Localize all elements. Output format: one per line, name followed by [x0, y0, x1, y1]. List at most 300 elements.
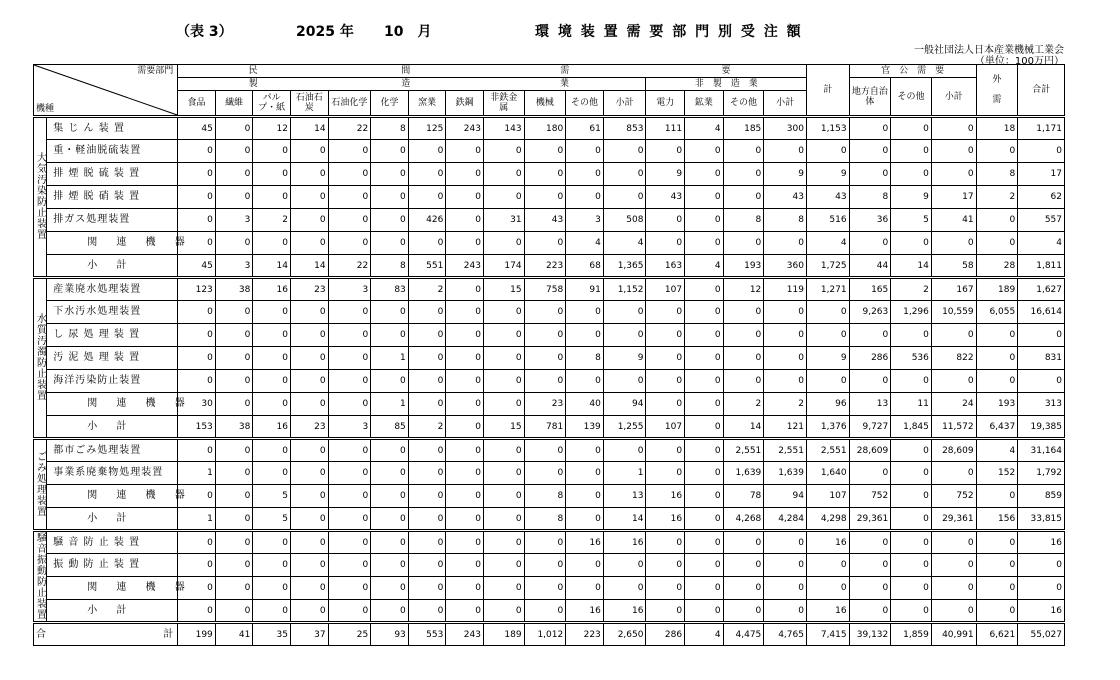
value-cell: 0 — [371, 439, 409, 462]
grand-total-cell: 41 — [215, 623, 253, 646]
value-cell: 193 — [723, 255, 764, 278]
value-cell: 752 — [931, 485, 976, 508]
grand-total-cell: 2,650 — [603, 623, 646, 646]
value-cell: 0 — [446, 393, 484, 416]
table-row — [34, 301, 1065, 324]
value-cell: 0 — [723, 324, 764, 347]
value-cell: 31,164 — [1018, 439, 1065, 462]
item-name: 排 煙 脱 硝 装 置 — [47, 186, 178, 209]
hdr-col-chemical: 化学 — [371, 91, 409, 117]
value-cell: 0 — [931, 577, 976, 600]
value-cell: 0 — [483, 324, 524, 347]
table-row — [34, 577, 1065, 600]
value-cell: 0 — [646, 577, 685, 600]
item-name: 関 連 機 器 — [47, 485, 178, 508]
value-cell: 3 — [566, 209, 604, 232]
value-cell: 0 — [646, 439, 685, 462]
value-cell: 0 — [891, 485, 932, 508]
value-cell: 29,361 — [931, 508, 976, 531]
value-cell: 0 — [446, 485, 484, 508]
value-cell: 0 — [328, 485, 371, 508]
value-cell: 0 — [603, 439, 646, 462]
value-cell: 0 — [408, 347, 446, 370]
value-cell: 0 — [646, 393, 685, 416]
value-cell: 43 — [764, 186, 807, 209]
value-cell: 0 — [764, 554, 807, 577]
value-cell: 8 — [723, 209, 764, 232]
value-cell: 125 — [408, 117, 446, 140]
value-cell: 4,298 — [806, 508, 849, 531]
value-cell: 0 — [483, 485, 524, 508]
value-cell: 91 — [566, 278, 604, 301]
table-row — [34, 439, 1065, 462]
value-cell: 68 — [566, 255, 604, 278]
item-name: 振 動 防 止 装 置 — [47, 554, 178, 577]
hdr-kan: 間 — [328, 65, 483, 78]
grand-total-cell: 55,027 — [1018, 623, 1065, 646]
value-cell: 0 — [566, 439, 604, 462]
table-row — [34, 117, 1065, 140]
value-cell: 14 — [891, 255, 932, 278]
value-cell: 0 — [215, 347, 253, 370]
value-cell: 536 — [891, 347, 932, 370]
value-cell: 0 — [764, 531, 807, 554]
value-cell: 2 — [764, 393, 807, 416]
value-cell: 0 — [290, 301, 328, 324]
value-cell: 0 — [178, 209, 216, 232]
item-name: 海洋汚染防止装置 — [47, 370, 178, 393]
value-cell: 0 — [483, 347, 524, 370]
value-cell: 11,572 — [931, 416, 976, 439]
value-cell: 94 — [603, 393, 646, 416]
value-cell: 16 — [806, 600, 849, 623]
value-cell: 0 — [524, 163, 566, 186]
value-cell: 1,152 — [603, 278, 646, 301]
value-cell: 9,263 — [849, 301, 891, 324]
category-label: ごみ処理装置 — [34, 439, 47, 531]
value-cell: 313 — [1018, 393, 1065, 416]
value-cell: 0 — [685, 485, 724, 508]
value-cell: 153 — [178, 416, 216, 439]
value-cell: 44 — [849, 255, 891, 278]
report-year: 2025 年 — [296, 24, 354, 40]
hdr-min: 民 — [178, 65, 328, 78]
value-cell: 3 — [328, 416, 371, 439]
hdr-foreign-bottom: 需 — [992, 95, 1002, 105]
value-cell: 0 — [849, 140, 891, 163]
value-cell: 1,811 — [1018, 255, 1065, 278]
grand-total-cell: 6,621 — [976, 623, 1018, 646]
value-cell: 0 — [723, 301, 764, 324]
value-cell: 0 — [178, 600, 216, 623]
value-cell: 0 — [446, 439, 484, 462]
value-cell: 8 — [371, 255, 409, 278]
value-cell: 13 — [603, 485, 646, 508]
value-cell: 0 — [371, 324, 409, 347]
value-cell: 30 — [178, 393, 216, 416]
value-cell: 0 — [253, 462, 291, 485]
value-cell: 0 — [215, 117, 253, 140]
value-cell: 0 — [446, 347, 484, 370]
value-cell: 0 — [253, 531, 291, 554]
value-cell: 1,296 — [891, 301, 932, 324]
value-cell: 19,385 — [1018, 416, 1065, 439]
value-cell: 0 — [178, 163, 216, 186]
value-cell: 0 — [723, 186, 764, 209]
value-cell: 107 — [646, 278, 685, 301]
value-cell: 14 — [253, 255, 291, 278]
value-cell: 0 — [849, 600, 891, 623]
table-header — [34, 65, 1065, 117]
value-cell: 752 — [849, 485, 891, 508]
value-cell: 0 — [178, 232, 216, 255]
value-cell: 0 — [290, 531, 328, 554]
value-cell: 0 — [891, 600, 932, 623]
value-cell: 15 — [483, 278, 524, 301]
value-cell: 4 — [685, 117, 724, 140]
value-cell: 9 — [806, 347, 849, 370]
value-cell: 0 — [891, 163, 932, 186]
value-cell: 8 — [371, 117, 409, 140]
hdr-col-petrochem: 石油化学 — [328, 91, 371, 117]
item-name: 下水汚水処理装置 — [47, 301, 178, 324]
value-cell: 0 — [178, 531, 216, 554]
value-cell: 8 — [524, 485, 566, 508]
value-cell: 0 — [685, 186, 724, 209]
value-cell: 0 — [603, 140, 646, 163]
table-row — [34, 531, 1065, 554]
value-cell: 0 — [891, 439, 932, 462]
value-cell: 58 — [931, 255, 976, 278]
value-cell: 143 — [483, 117, 524, 140]
value-cell: 0 — [976, 577, 1018, 600]
value-cell: 0 — [328, 140, 371, 163]
value-cell: 16 — [603, 531, 646, 554]
grand-total-cell: 7,415 — [806, 623, 849, 646]
subtotal-row — [34, 255, 1065, 278]
grand-total-cell: 25 — [328, 623, 371, 646]
value-cell: 0 — [446, 301, 484, 324]
value-cell: 0 — [483, 439, 524, 462]
value-cell: 94 — [764, 485, 807, 508]
value-cell: 0 — [483, 232, 524, 255]
value-cell: 0 — [685, 531, 724, 554]
value-cell: 0 — [290, 140, 328, 163]
grand-total-cell: 4,475 — [723, 623, 764, 646]
value-cell: 0 — [408, 370, 446, 393]
value-cell: 17 — [1018, 163, 1065, 186]
value-cell: 0 — [685, 140, 724, 163]
value-cell: 2 — [408, 416, 446, 439]
value-cell: 0 — [178, 186, 216, 209]
value-cell: 0 — [849, 462, 891, 485]
item-name: 関 連 機 器 — [47, 393, 178, 416]
value-cell: 193 — [976, 393, 1018, 416]
value-cell: 0 — [446, 462, 484, 485]
value-cell: 0 — [603, 186, 646, 209]
grand-total-cell: 286 — [646, 623, 685, 646]
grand-total-cell: 553 — [408, 623, 446, 646]
value-cell: 0 — [524, 232, 566, 255]
value-cell: 2 — [976, 186, 1018, 209]
value-cell: 0 — [178, 140, 216, 163]
value-cell: 8 — [524, 508, 566, 531]
value-cell: 0 — [328, 186, 371, 209]
value-cell: 0 — [764, 140, 807, 163]
value-cell: 0 — [253, 554, 291, 577]
value-cell: 0 — [483, 393, 524, 416]
value-cell: 4 — [685, 255, 724, 278]
value-cell: 43 — [806, 186, 849, 209]
grand-total-cell: 1,012 — [524, 623, 566, 646]
value-cell: 0 — [524, 600, 566, 623]
value-cell: 62 — [1018, 186, 1065, 209]
value-cell: 0 — [483, 163, 524, 186]
value-cell: 859 — [1018, 485, 1065, 508]
value-cell: 1,153 — [806, 117, 849, 140]
hdr-public: 官 公 需 要 — [849, 65, 976, 78]
value-cell: 0 — [446, 554, 484, 577]
hdr-col-pulp: パルプ・紙 — [253, 91, 291, 117]
value-cell: 0 — [215, 531, 253, 554]
value-cell: 0 — [764, 370, 807, 393]
value-cell: 0 — [566, 140, 604, 163]
value-cell: 0 — [253, 163, 291, 186]
value-cell: 0 — [685, 163, 724, 186]
value-cell: 0 — [483, 301, 524, 324]
item-name: し 尿 処 理 装 置 — [47, 324, 178, 347]
report-title-bar — [0, 21, 1120, 41]
value-cell: 0 — [328, 163, 371, 186]
value-cell: 9 — [646, 163, 685, 186]
value-cell: 0 — [408, 186, 446, 209]
table-row — [34, 347, 1065, 370]
value-cell: 16 — [806, 531, 849, 554]
value-cell: 0 — [976, 554, 1018, 577]
value-cell: 16 — [1018, 531, 1065, 554]
value-cell: 0 — [646, 554, 685, 577]
organization-name: 一般社団法人日本産業機械工業会 — [914, 45, 1064, 56]
value-cell: 0 — [723, 554, 764, 577]
value-cell: 0 — [215, 600, 253, 623]
value-cell: 174 — [483, 255, 524, 278]
table-row — [34, 209, 1065, 232]
value-cell: 0 — [566, 554, 604, 577]
value-cell: 0 — [408, 485, 446, 508]
hdr-foreign-top: 外 — [992, 75, 1002, 85]
hdr-col-power: 電力 — [646, 91, 685, 117]
table-number: （表 3） — [176, 24, 233, 40]
value-cell: 0 — [723, 531, 764, 554]
value-cell: 0 — [178, 554, 216, 577]
category-label: 水質汚濁防止装置 — [34, 278, 47, 439]
value-cell: 8 — [849, 186, 891, 209]
value-cell: 0 — [371, 462, 409, 485]
value-cell: 0 — [764, 347, 807, 370]
value-cell: 85 — [371, 416, 409, 439]
value-cell: 0 — [764, 301, 807, 324]
item-name: 関 連 機 器 — [47, 232, 178, 255]
value-cell: 0 — [328, 577, 371, 600]
value-cell: 0 — [566, 462, 604, 485]
value-cell: 0 — [408, 577, 446, 600]
value-cell: 0 — [290, 600, 328, 623]
grand-total-cell: 40,991 — [931, 623, 976, 646]
value-cell: 12 — [723, 278, 764, 301]
value-cell: 0 — [253, 324, 291, 347]
value-cell: 9 — [603, 347, 646, 370]
value-cell: 0 — [446, 577, 484, 600]
value-cell: 0 — [446, 508, 484, 531]
value-cell: 0 — [1018, 554, 1065, 577]
value-cell: 18 — [976, 117, 1018, 140]
value-cell: 0 — [328, 600, 371, 623]
table-row — [34, 163, 1065, 186]
value-cell: 28,609 — [849, 439, 891, 462]
value-cell: 0 — [646, 324, 685, 347]
grand-total-cell: 4,765 — [764, 623, 807, 646]
value-cell: 0 — [524, 370, 566, 393]
grand-total-cell: 223 — [566, 623, 604, 646]
value-cell: 16 — [566, 531, 604, 554]
value-cell: 0 — [328, 209, 371, 232]
value-cell: 0 — [685, 462, 724, 485]
value-cell: 41 — [931, 209, 976, 232]
value-cell: 557 — [1018, 209, 1065, 232]
value-cell: 0 — [685, 209, 724, 232]
value-cell: 43 — [524, 209, 566, 232]
value-cell: 0 — [849, 324, 891, 347]
value-cell: 0 — [408, 140, 446, 163]
value-cell: 0 — [446, 370, 484, 393]
value-cell: 180 — [524, 117, 566, 140]
value-cell: 0 — [685, 370, 724, 393]
value-cell: 0 — [723, 232, 764, 255]
value-cell: 0 — [524, 324, 566, 347]
value-cell: 0 — [931, 554, 976, 577]
hdr-public-subtotal: 小計 — [931, 78, 976, 117]
value-cell: 2,551 — [723, 439, 764, 462]
value-cell: 0 — [408, 600, 446, 623]
value-cell: 0 — [215, 370, 253, 393]
value-cell: 0 — [891, 462, 932, 485]
hdr-local-gov: 地方自治体 — [849, 78, 891, 117]
value-cell: 0 — [290, 577, 328, 600]
value-cell: 167 — [931, 278, 976, 301]
value-cell: 8 — [976, 163, 1018, 186]
value-cell: 0 — [891, 117, 932, 140]
grand-total-cell: 35 — [253, 623, 291, 646]
value-cell: 16,614 — [1018, 301, 1065, 324]
value-cell: 0 — [253, 393, 291, 416]
value-cell: 38 — [215, 278, 253, 301]
value-cell: 0 — [408, 439, 446, 462]
value-cell: 0 — [976, 600, 1018, 623]
value-cell: 0 — [891, 554, 932, 577]
hdr-col-ceramics: 窯業 — [408, 91, 446, 117]
value-cell: 4 — [1018, 232, 1065, 255]
value-cell: 0 — [566, 485, 604, 508]
item-name: 排ガス処理装置 — [47, 209, 178, 232]
value-cell: 2,551 — [764, 439, 807, 462]
value-cell: 0 — [215, 324, 253, 347]
value-cell: 300 — [764, 117, 807, 140]
value-cell: 0 — [446, 531, 484, 554]
value-cell: 0 — [215, 577, 253, 600]
value-cell: 0 — [215, 393, 253, 416]
value-cell: 0 — [290, 232, 328, 255]
hdr-kei: 計 — [806, 65, 849, 117]
value-cell: 0 — [685, 577, 724, 600]
value-cell: 0 — [215, 554, 253, 577]
value-cell: 152 — [976, 462, 1018, 485]
hdr-col-mfg-subtotal: 小計 — [603, 91, 646, 117]
hdr-total: 合計 — [1018, 65, 1065, 117]
value-cell: 45 — [178, 255, 216, 278]
value-cell: 189 — [976, 278, 1018, 301]
value-cell: 0 — [371, 301, 409, 324]
value-cell: 508 — [603, 209, 646, 232]
value-cell: 0 — [215, 485, 253, 508]
value-cell: 2 — [891, 278, 932, 301]
value-cell: 9 — [806, 163, 849, 186]
value-cell: 10,559 — [931, 301, 976, 324]
value-cell: 0 — [524, 577, 566, 600]
value-cell: 0 — [524, 347, 566, 370]
item-name: 小 計 — [47, 416, 178, 439]
value-cell: 4 — [566, 232, 604, 255]
value-cell: 0 — [646, 209, 685, 232]
value-cell: 3 — [328, 278, 371, 301]
value-cell: 0 — [253, 301, 291, 324]
value-cell: 0 — [446, 209, 484, 232]
value-cell: 0 — [483, 462, 524, 485]
value-cell: 360 — [764, 255, 807, 278]
value-cell: 1,640 — [806, 462, 849, 485]
value-cell: 0 — [408, 301, 446, 324]
grand-total-cell: 189 — [483, 623, 524, 646]
value-cell: 43 — [646, 186, 685, 209]
value-cell: 23 — [290, 278, 328, 301]
value-cell: 0 — [603, 370, 646, 393]
value-cell: 0 — [685, 324, 724, 347]
value-cell: 1,171 — [1018, 117, 1065, 140]
value-cell: 4 — [603, 232, 646, 255]
value-cell: 0 — [253, 600, 291, 623]
item-name: 小 計 — [47, 508, 178, 531]
value-cell: 78 — [723, 485, 764, 508]
hdr-col-textile: 繊維 — [215, 91, 253, 117]
value-cell: 121 — [764, 416, 807, 439]
value-cell: 0 — [446, 600, 484, 623]
subtotal-row — [34, 508, 1065, 531]
value-cell: 0 — [646, 347, 685, 370]
value-cell: 0 — [723, 140, 764, 163]
value-cell: 1,792 — [1018, 462, 1065, 485]
item-name: 集 じ ん 装 置 — [47, 117, 178, 140]
value-cell: 0 — [976, 485, 1018, 508]
value-cell: 61 — [566, 117, 604, 140]
value-cell: 0 — [483, 600, 524, 623]
value-cell: 0 — [646, 370, 685, 393]
value-cell: 1,845 — [891, 416, 932, 439]
value-cell: 0 — [1018, 577, 1065, 600]
table-row — [34, 186, 1065, 209]
value-cell: 22 — [328, 255, 371, 278]
value-cell: 0 — [931, 232, 976, 255]
subtotal-row — [34, 416, 1065, 439]
value-cell: 0 — [685, 600, 724, 623]
